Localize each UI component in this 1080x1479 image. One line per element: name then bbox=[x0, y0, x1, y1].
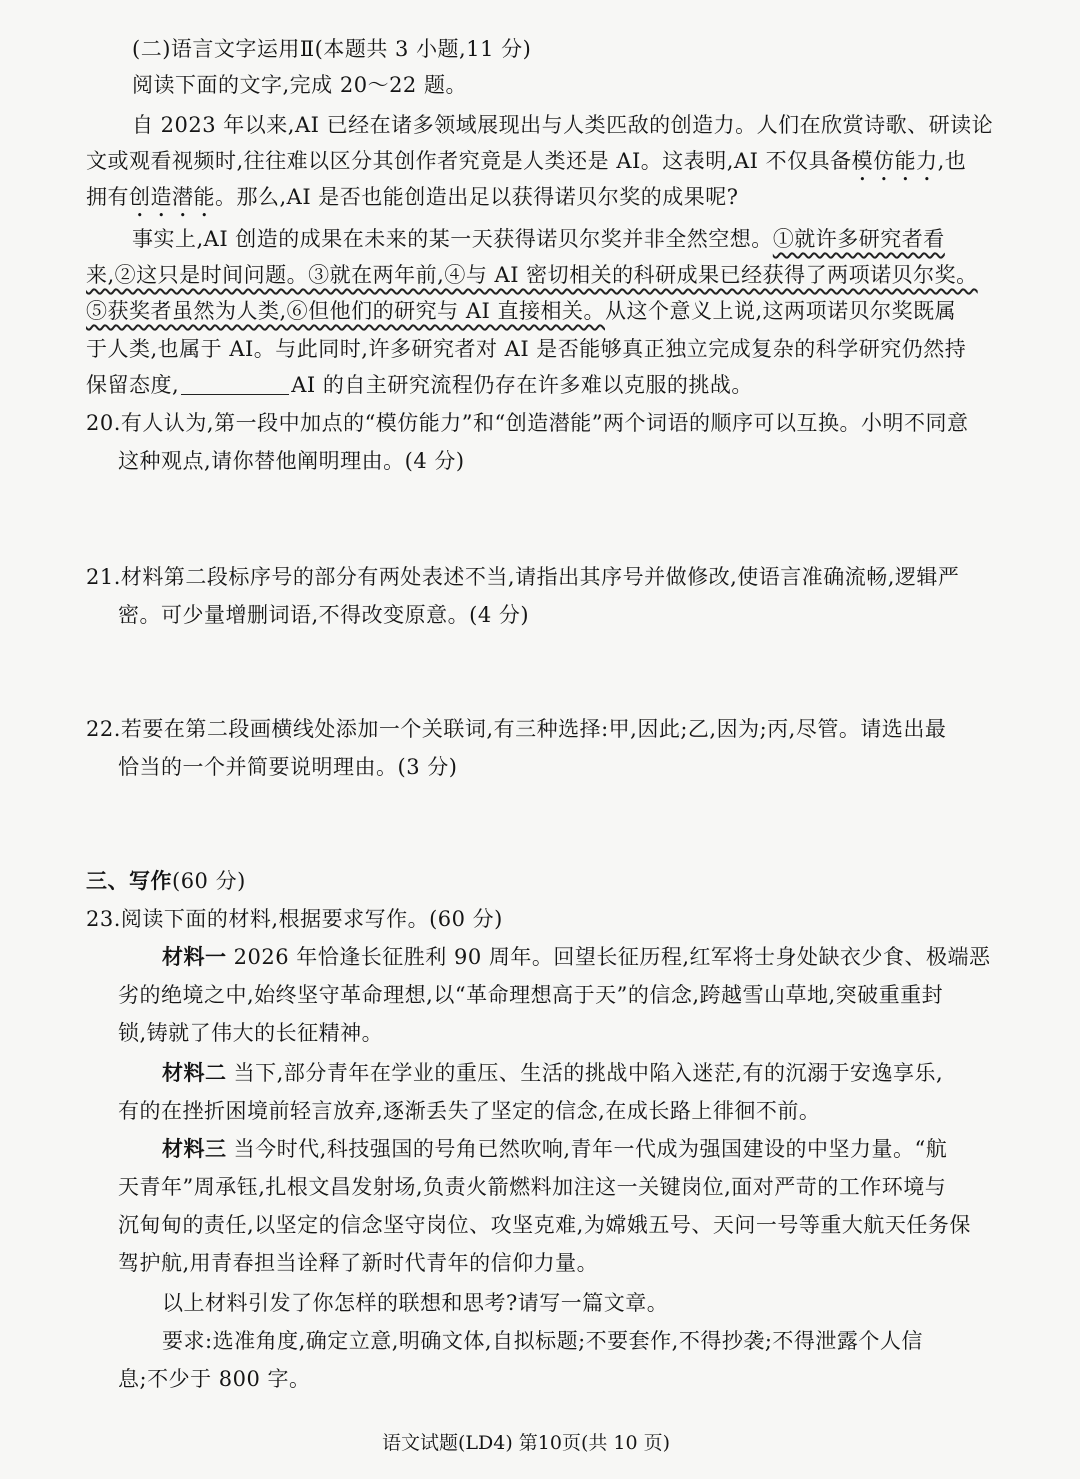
question-21-line2: 密。可少量增删词语,不得改变原意。(4 分) bbox=[118, 603, 530, 627]
passage-p1-line2 bbox=[86, 146, 966, 186]
passage-p1-line1: 自 2023 年以来,AI 已经在诸多领域展现出与人类匹敌的创造力。人们在欣赏诗歌、研读论 bbox=[132, 113, 994, 137]
material-3-line4: 驾护航,用青春担当诠释了新时代青年的信仰力量。 bbox=[118, 1251, 599, 1275]
section-instruction: 阅读下面的文字,完成 20～22 题。 bbox=[132, 73, 467, 97]
question-21-line1: 21.材料第二段标序号的部分有两处表述不当,请指出其序号并做修改,使语言准确流畅,逻辑严 bbox=[86, 565, 960, 589]
wavy-underlined-text: ⑤获奖者虽然为人类,⑥但他们的研究与 AI 直接相关。 bbox=[86, 299, 605, 323]
question-20-line2: 这种观点,请你替他阐明理由。(4 分) bbox=[118, 449, 465, 473]
wavy-underlined-text: ①就许多研究者看 bbox=[772, 227, 945, 251]
text-segment: 从这个意义上说,这两项诺贝尔奖既属 bbox=[605, 299, 957, 323]
writing-prompt: 以上材料引发了你怎样的联想和思考?请写一篇文章。 bbox=[162, 1291, 669, 1315]
material-3-label: 材料三 bbox=[162, 1136, 227, 1161]
text-segment: 当下,部分青年在学业的重压、生活的挑战中陷入迷茫,有的沉溺于安逸享乐, bbox=[226, 1061, 944, 1085]
text-segment: 文或观看视频时,往往难以区分其创作者究竟是人类还是 AI。这表明,AI 不仅具备 bbox=[86, 149, 852, 173]
material-3-line2: 天青年”周承钰,扎根文昌发射场,负责火箭燃料加注这一关键岗位,面对严苛的工作环境与 bbox=[118, 1175, 947, 1199]
wavy-underlined-text: 来,②这只是时间问题。③就在两年前,④与 AI 密切相关的科研成果已经获得了两项诺贝尔奖。 bbox=[86, 263, 978, 287]
fill-in-blank[interactable] bbox=[181, 372, 289, 395]
passage-p2-line2 bbox=[86, 260, 978, 290]
text-segment: 拥有 bbox=[86, 185, 129, 209]
question-23: 23.阅读下面的材料,根据要求写作。(60 分) bbox=[86, 907, 503, 931]
writing-requirements-line2: 息;不少于 800 字。 bbox=[118, 1367, 311, 1391]
material-1-label: 材料一 bbox=[162, 944, 227, 969]
passage-p2-line4: 于人类,也属于 AI。与此同时,许多研究者对 AI 是否能够真正独立完成复杂的科学研究仍然持 bbox=[86, 337, 967, 361]
page-footer: 语文试题(LD4) 第10页(共 10 页) bbox=[382, 1432, 671, 1454]
text-segment: 2026 年恰逢长征胜利 90 周年。回望长征历程,红军将士身处缺衣少食、极端恶 bbox=[226, 945, 991, 969]
writing-requirements-line1: 要求:选准角度,确定立意,明确文体,自拟标题;不要套作,不得抄袭;不得泄露个人信 bbox=[162, 1329, 923, 1353]
material-2-label: 材料二 bbox=[162, 1060, 227, 1085]
dotted-term-imitation: 模仿能力 bbox=[851, 149, 938, 173]
text-segment: 事实上,AI 创造的成果在未来的某一天获得诺贝尔奖并非全然空想。 bbox=[132, 227, 773, 251]
passage-p2-line5 bbox=[86, 370, 753, 400]
material-3-line3: 沉甸甸的责任,以坚定的信念坚守岗位、攻坚克难,为嫦娥五号、天问一号等重大航天任务保 bbox=[118, 1213, 971, 1237]
passage-p2-line1 bbox=[132, 224, 945, 254]
material-2-line1 bbox=[162, 1058, 943, 1088]
writing-heading-label: 三、写作 bbox=[86, 868, 172, 893]
text-segment: ,也 bbox=[937, 149, 967, 173]
section-title: (二)语言文字运用Ⅱ(本题共 3 小题,11 分) bbox=[132, 37, 532, 61]
question-20-line1: 20.有人认为,第一段中加点的“模仿能力”和“创造潜能”两个词语的顺序可以互换。小明不同意 bbox=[86, 411, 969, 435]
material-1-line2: 劣的绝境之中,始终坚守革命理想,以“革命理想高于天”的信念,跨越雪山草地,突破重重封 bbox=[118, 983, 944, 1007]
dotted-term-creativity: 创造潜能 bbox=[129, 185, 215, 209]
passage-p1-line3 bbox=[86, 182, 739, 222]
text-segment: AI 的自主研究流程仍存在许多难以克服的挑战。 bbox=[291, 373, 753, 397]
question-22-line1: 22.若要在第二段画横线处添加一个关联词,有三种选择:甲,因此;乙,因为;丙,尽管。请选出最 bbox=[86, 717, 947, 741]
material-1-line3: 锁,铸就了伟大的长征精神。 bbox=[118, 1021, 384, 1045]
writing-heading bbox=[86, 866, 246, 896]
material-3-line1 bbox=[162, 1134, 947, 1164]
material-1-line1 bbox=[162, 942, 991, 972]
question-22-line2: 恰当的一个并简要说明理由。(3 分) bbox=[118, 755, 458, 779]
passage-p2-line3 bbox=[86, 296, 956, 326]
writing-heading-score: (60 分) bbox=[172, 869, 246, 893]
text-segment: 保留态度, bbox=[86, 373, 180, 397]
material-2-line2: 有的在挫折困境前轻言放弃,逐渐丢失了坚定的信念,在成长路上徘徊不前。 bbox=[118, 1099, 821, 1123]
text-segment: 。那么,AI 是否也能创造出足以获得诺贝尔奖的成果呢? bbox=[215, 185, 739, 209]
text-segment: 当今时代,科技强国的号角已然吹响,青年一代成为强国建设的中坚力量。“航 bbox=[226, 1137, 948, 1161]
